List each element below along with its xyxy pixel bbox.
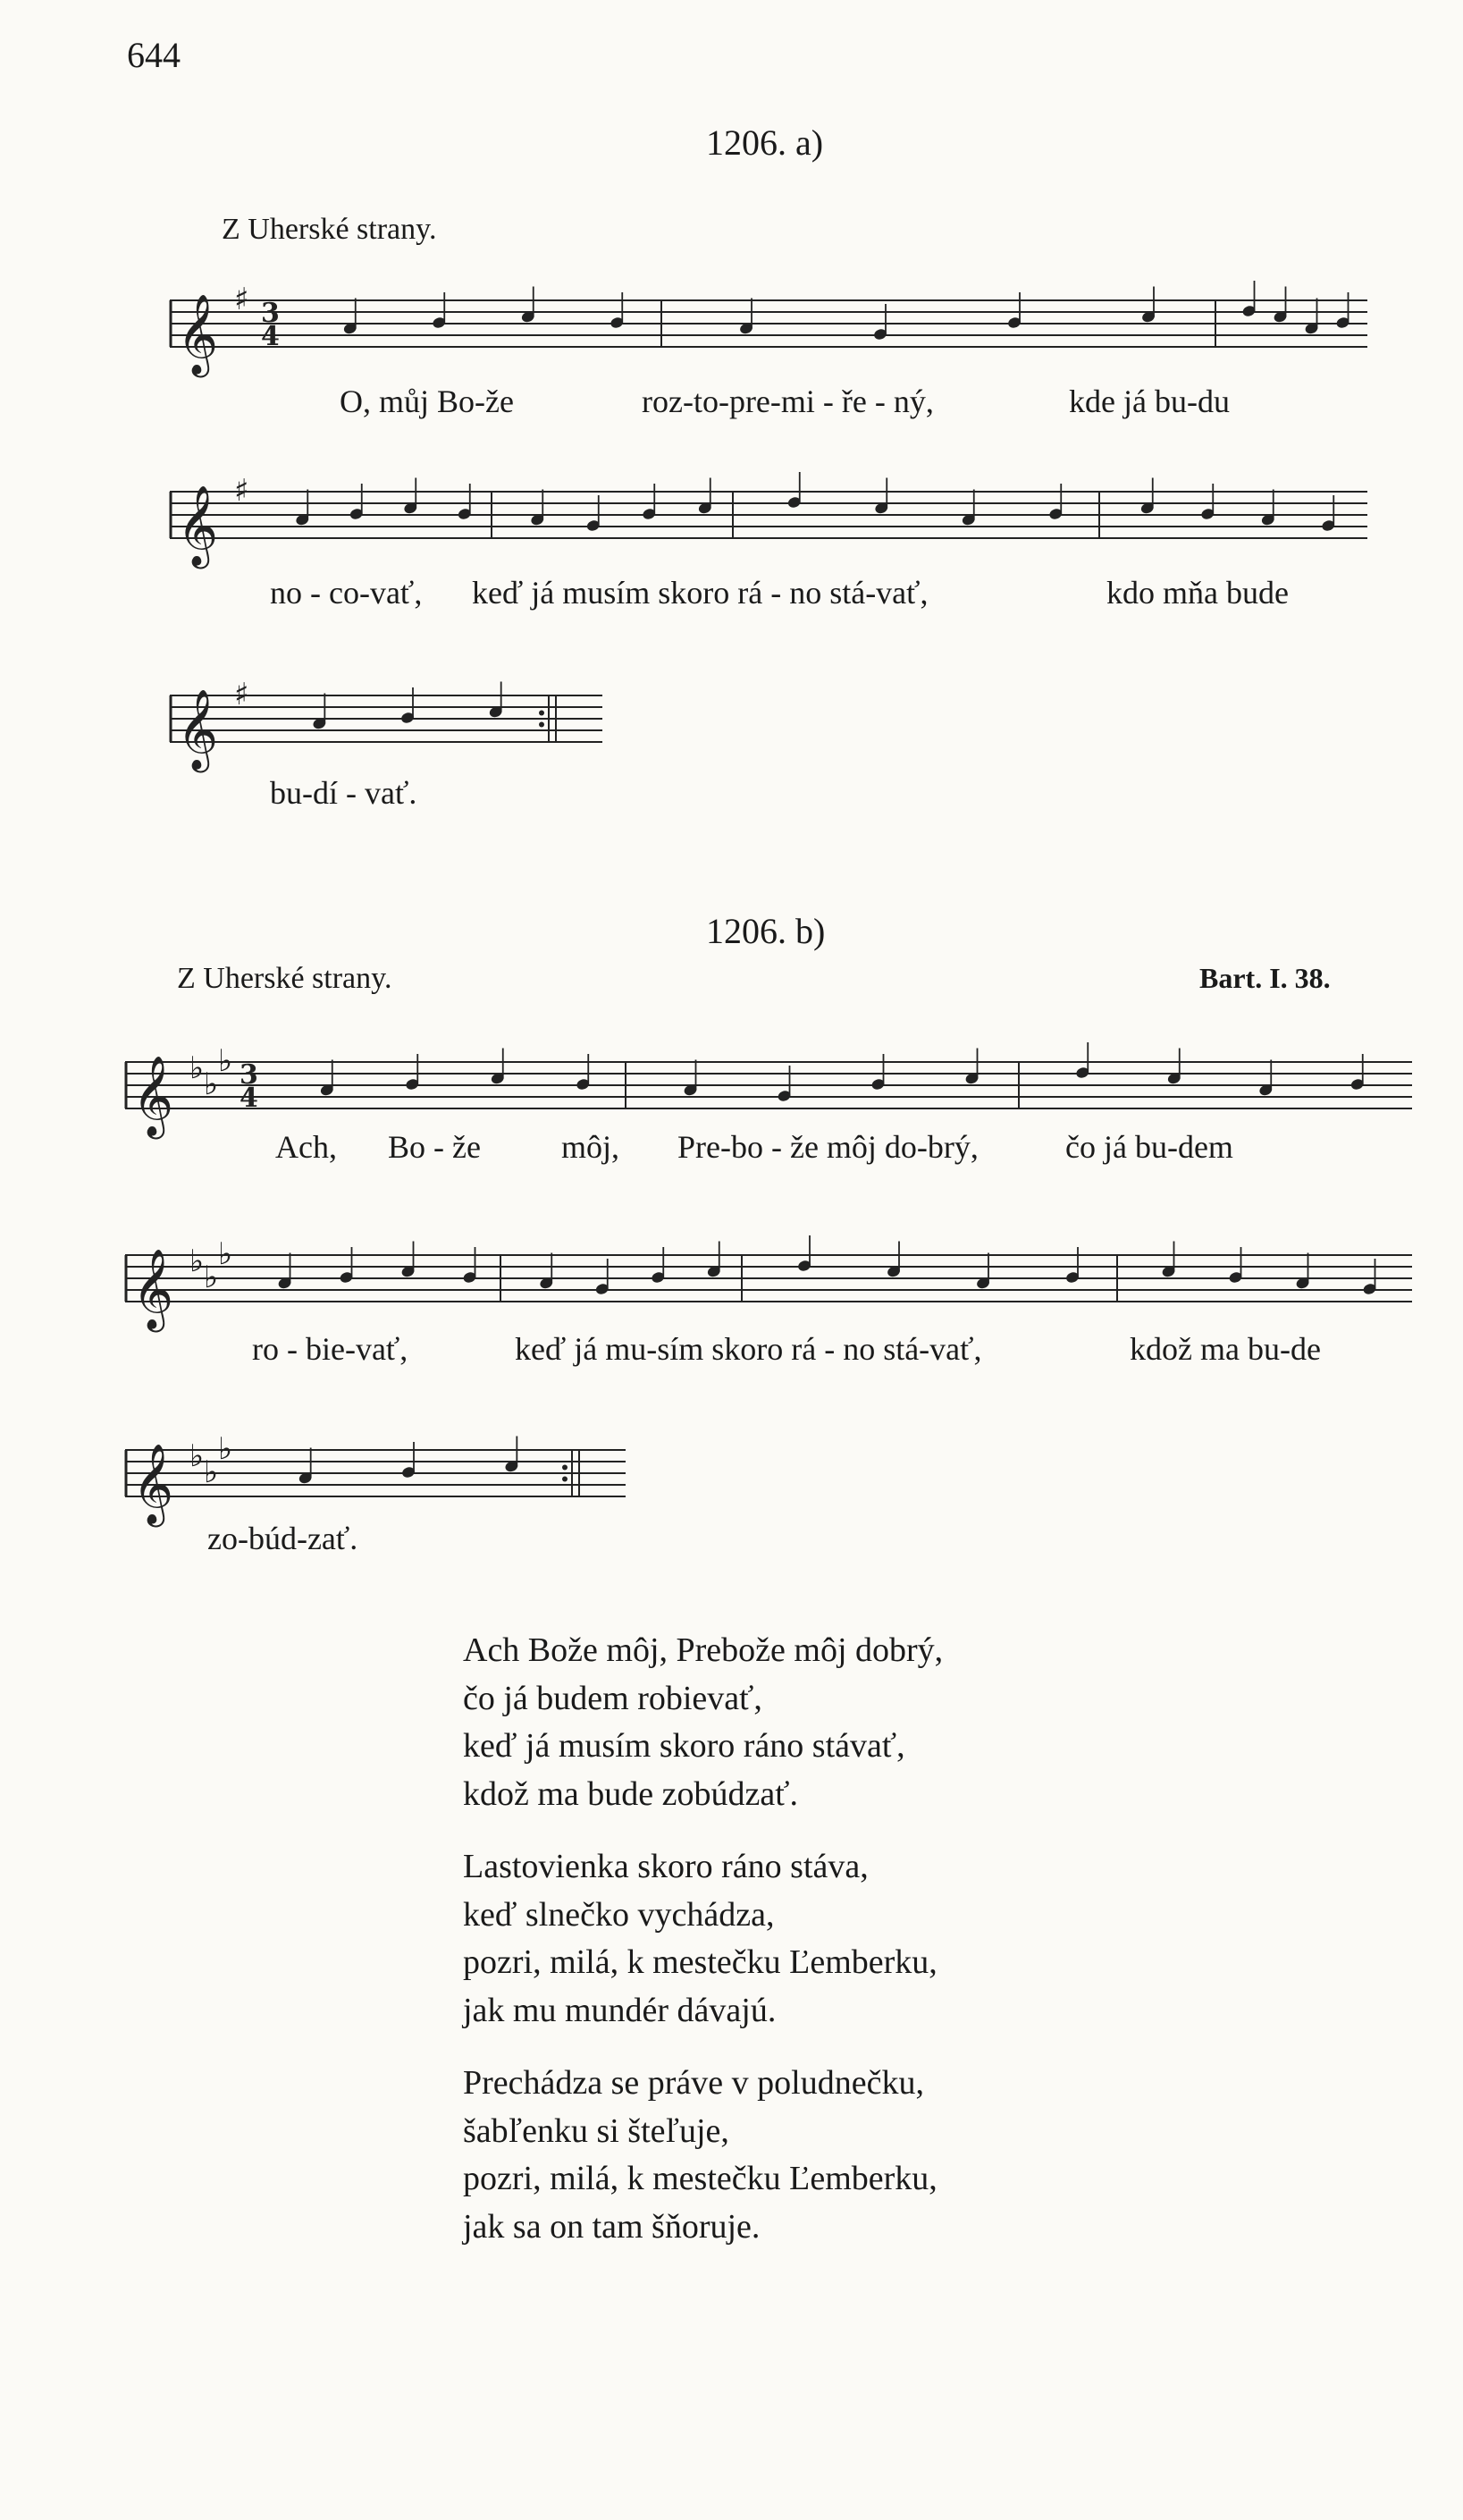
lyric-segment: bu-dí - vať. bbox=[270, 775, 417, 811]
song-origin: Z Uherské strany. bbox=[177, 962, 392, 995]
verse-line: kdož ma bude zobúdzať. bbox=[463, 1774, 798, 1813]
flat-icon: ♭ bbox=[218, 1236, 233, 1272]
music-staff bbox=[170, 669, 602, 772]
page-number: 644 bbox=[127, 35, 181, 75]
flat-icon: ♭ bbox=[189, 1050, 205, 1086]
music-staff bbox=[170, 274, 1367, 377]
verse-line: keď já musím skoro ráno stávať, bbox=[463, 1727, 905, 1765]
lyric-segment: roz-to-pre-mi - ře - ný, bbox=[642, 383, 934, 419]
verse-line: Ach Bože môj, Prebože môj dobrý, bbox=[463, 1631, 944, 1669]
music-staff bbox=[125, 1228, 1412, 1332]
song-origin: Z Uherské strany. bbox=[222, 213, 437, 246]
lyric-segment: čo já bu-dem bbox=[1065, 1129, 1233, 1165]
flat-icon: ♭ bbox=[204, 1454, 219, 1490]
lyric-segment: kdož ma bu-de bbox=[1130, 1331, 1321, 1367]
flat-icon: ♭ bbox=[189, 1243, 205, 1279]
verse-line: jak sa on tam šňoruje. bbox=[463, 2207, 761, 2246]
verse-line: čo já budem robievať, bbox=[463, 1679, 762, 1717]
lyric-segment: Ach, bbox=[275, 1129, 337, 1165]
lyric-segment: Bo - že bbox=[388, 1129, 481, 1165]
flat-icon: ♭ bbox=[204, 1066, 219, 1102]
flat-icon: ♭ bbox=[218, 1431, 233, 1467]
lyric-segment: kde já bu-du bbox=[1069, 383, 1230, 419]
lyric-segment: ro - bie-vať, bbox=[252, 1331, 408, 1367]
lyric-segment: O, můj Bo-že bbox=[340, 383, 514, 419]
treble-clef-icon: 𝄞 bbox=[177, 689, 219, 770]
verse-line: Prechádza se práve v poludnečku, bbox=[463, 2064, 924, 2102]
treble-clef-icon: 𝄞 bbox=[177, 294, 219, 375]
music-staff bbox=[125, 1035, 1412, 1139]
lyric-segment: zo-búd-zať. bbox=[207, 1521, 358, 1556]
lyric-segment: Pre-bo - že môj do-brý, bbox=[677, 1129, 979, 1165]
time-signature-denominator: 4 bbox=[261, 321, 280, 352]
treble-clef-icon: 𝄞 bbox=[177, 485, 219, 566]
treble-clef-icon: 𝄞 bbox=[132, 1444, 174, 1524]
time-signature-numerator: 3 bbox=[261, 298, 280, 329]
flat-icon: ♭ bbox=[218, 1043, 233, 1079]
stanza bbox=[463, 1843, 937, 2035]
song-source: Bart. I. 38. bbox=[1199, 962, 1331, 994]
verse-line: jak mu mundér dávajú. bbox=[463, 1991, 777, 2029]
verse-line: pozri, milá, k mestečku Ľemberku, bbox=[463, 1943, 937, 1981]
sharp-icon: ♯ bbox=[234, 677, 249, 712]
treble-clef-icon: 𝄞 bbox=[132, 1056, 174, 1136]
flat-icon: ♭ bbox=[189, 1438, 205, 1474]
lyric-segment: kdo mňa bude bbox=[1106, 575, 1289, 611]
stanza bbox=[463, 1627, 943, 1818]
stanza bbox=[463, 2060, 937, 2251]
song-number: 1206. b) bbox=[706, 911, 826, 951]
lyric-segment: môj, bbox=[561, 1129, 620, 1165]
verse-line: Lastovienka skoro ráno stáva, bbox=[463, 1848, 869, 1885]
song-number: 1206. a) bbox=[706, 122, 824, 163]
verse-line: pozri, milá, k mestečku Ľemberku, bbox=[463, 2160, 937, 2197]
time-signature-denominator: 4 bbox=[240, 1083, 258, 1114]
verse-line: šabľenku si šteľuje, bbox=[463, 2111, 729, 2150]
lyric-segment: no - co-vať, bbox=[270, 575, 423, 611]
sharp-icon: ♯ bbox=[234, 473, 249, 509]
lyric-segment: keď já musím skoro rá - no stá-vať, bbox=[472, 575, 929, 611]
sharp-icon: ♯ bbox=[234, 282, 249, 317]
music-staff bbox=[170, 465, 1367, 569]
time-signature-numerator: 3 bbox=[240, 1059, 258, 1091]
music-staff bbox=[125, 1423, 626, 1527]
verse-line: keď slnečko vychádza, bbox=[463, 1895, 775, 1934]
flat-icon: ♭ bbox=[204, 1260, 219, 1295]
lyric-segment: keď já mu-sím skoro rá - no stá-vať, bbox=[515, 1331, 982, 1367]
treble-clef-icon: 𝄞 bbox=[132, 1249, 174, 1329]
